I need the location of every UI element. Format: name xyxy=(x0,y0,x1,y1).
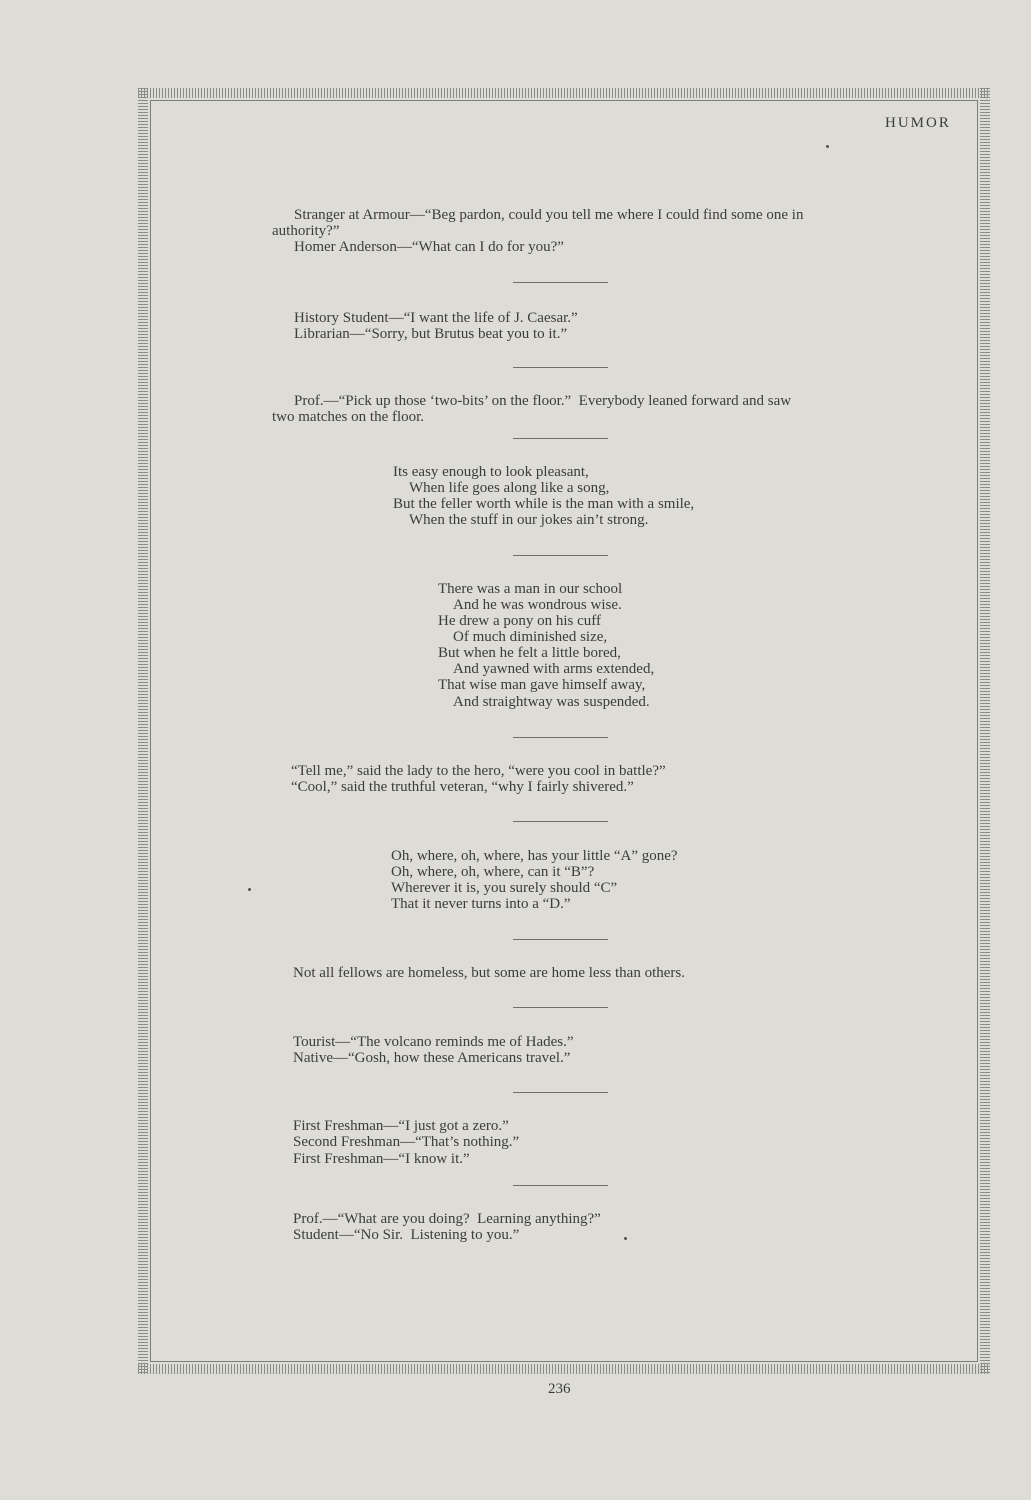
text-line: Oh, where, oh, where, has your little “A” gone? xyxy=(391,848,678,864)
text-line: Its easy enough to look pleasant, xyxy=(393,464,589,480)
separator-rule xyxy=(513,1092,608,1093)
separator-rule xyxy=(513,282,608,283)
text-line: He drew a pony on his cuff xyxy=(438,613,602,629)
text-line: That wise man gave himself away, xyxy=(438,677,646,693)
text-line: First Freshman—“I just got a zero.” xyxy=(293,1118,509,1134)
text-line: Prof.—“Pick up those ‘two-bits’ on the floor.” Everybody leaned forward and saw xyxy=(294,393,792,409)
text-line: There was a man in our school xyxy=(438,581,623,597)
inner-border-right xyxy=(977,100,978,1362)
top-border xyxy=(138,88,990,98)
separator-rule xyxy=(513,367,608,368)
inner-border-bottom xyxy=(150,1361,978,1362)
text-line: And straightway was suspended. xyxy=(453,694,650,710)
text-line: Stranger at Armour—“Beg pardon, could you tell me where I could find some one in xyxy=(294,207,804,223)
bottom-border xyxy=(138,1364,990,1374)
text-line: First Freshman—“I know it.” xyxy=(293,1151,470,1167)
separator-rule xyxy=(513,821,608,822)
text-line: History Student—“I want the life of J. Caesar.” xyxy=(294,310,578,326)
separator-rule xyxy=(513,555,608,556)
separator-rule xyxy=(513,438,608,439)
text-line: When the stuff in our jokes ain’t strong. xyxy=(409,512,649,528)
inner-border-left xyxy=(150,100,151,1362)
text-line: Prof.—“What are you doing? Learning anything?” xyxy=(293,1211,601,1227)
separator-rule xyxy=(513,939,608,940)
text-line: Wherever it is, you surely should “C” xyxy=(391,880,618,896)
text-line: Not all fellows are homeless, but some are home less than others. xyxy=(293,965,685,981)
text-line: And he was wondrous wise. xyxy=(453,597,622,613)
text-line: Second Freshman—“That’s nothing.” xyxy=(293,1134,520,1150)
text-line: That it never turns into a “D.” xyxy=(391,896,571,912)
text-line: authority?” xyxy=(272,223,340,239)
paper-speck xyxy=(826,145,829,148)
text-line: Of much diminished size, xyxy=(453,629,608,645)
page-number: 236 xyxy=(548,1381,571,1397)
text-line: Student—“No Sir. Listening to you.” xyxy=(293,1227,520,1243)
text-line: Librarian—“Sorry, but Brutus beat you to it.” xyxy=(294,326,568,342)
text-line: Oh, where, oh, where, can it “B”? xyxy=(391,864,595,880)
paper-speck xyxy=(624,1237,627,1240)
inner-border-top xyxy=(150,100,978,101)
text-line: But when he felt a little bored, xyxy=(438,645,621,661)
separator-rule xyxy=(513,737,608,738)
text-line: Tourist—“The volcano reminds me of Hades.” xyxy=(293,1034,574,1050)
text-line: Native—“Gosh, how these Americans travel.” xyxy=(293,1050,571,1066)
separator-rule xyxy=(513,1185,608,1186)
paper-speck xyxy=(248,888,251,891)
text-line: “Cool,” said the truthful veteran, “why I fairly shivered.” xyxy=(291,779,634,795)
text-line: Homer Anderson—“What can I do for you?” xyxy=(294,239,564,255)
text-line: “Tell me,” said the lady to the hero, “were you cool in battle?” xyxy=(291,763,666,779)
separator-rule xyxy=(513,1007,608,1008)
text-line: two matches on the floor. xyxy=(272,409,425,425)
text-line: When life goes along like a song, xyxy=(409,480,610,496)
text-line: And yawned with arms extended, xyxy=(453,661,655,677)
right-border xyxy=(980,88,990,1374)
left-border xyxy=(138,88,148,1374)
section-title: HUMOR xyxy=(885,115,951,131)
text-line: But the feller worth while is the man with a smile, xyxy=(393,496,695,512)
